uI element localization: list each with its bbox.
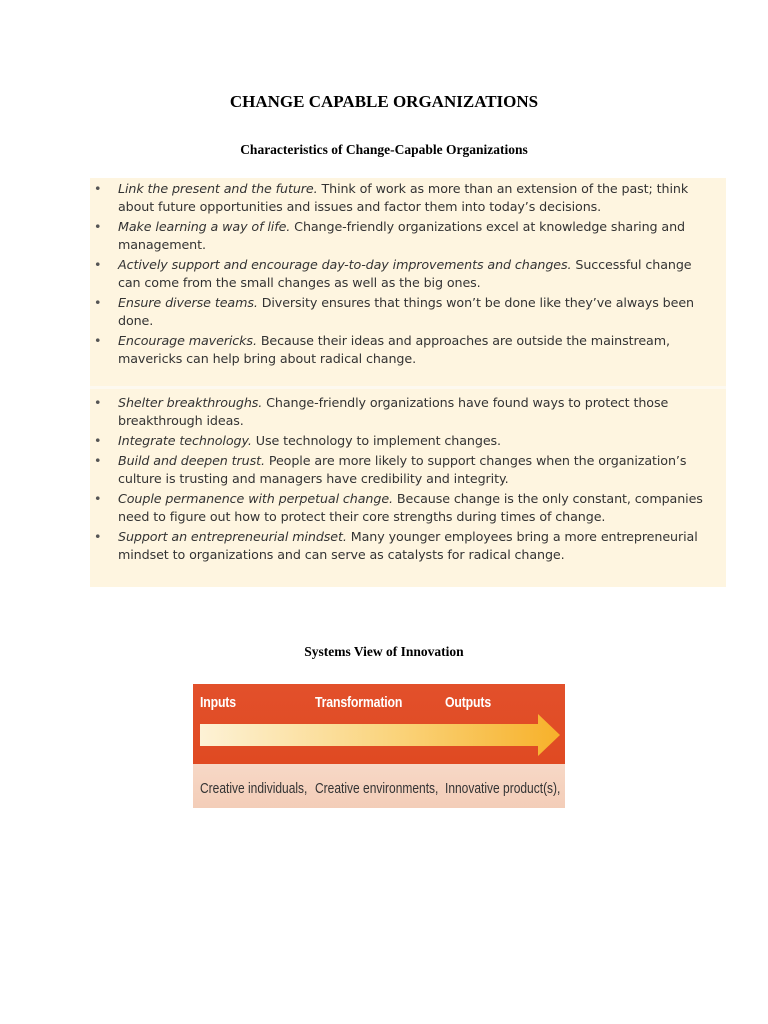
item-text: Successful change can come from the small changes as well as the big ones. (118, 257, 692, 290)
characteristics-list-1 (118, 180, 714, 368)
item-lead: Couple permanence with perpetual change. (118, 491, 393, 506)
list-item (118, 490, 714, 526)
list-item (118, 218, 714, 254)
characteristics-list-2 (118, 394, 714, 564)
item-text: Change-friendly organizations have found ways to protect those breakthrough ideas. (118, 395, 669, 428)
detail-creative-individuals: Creative individuals, (200, 780, 308, 797)
characteristics-panel-2 (90, 389, 726, 587)
systems-view-diagram (193, 684, 565, 808)
list-item (118, 180, 714, 216)
item-lead: Build and deepen trust. (118, 453, 265, 468)
item-lead: Make learning a way of life. (118, 219, 291, 234)
process-arrow-icon (200, 712, 562, 758)
item-lead: Integrate technology. (118, 433, 252, 448)
item-text: Many younger employees bring a more entrepreneurial mindset to organizations and can serve as catalysts for radical change. (118, 529, 698, 562)
stage-transformation: Transformation (315, 694, 403, 711)
list-item (118, 528, 714, 564)
item-lead: Actively support and encourage day-to-day improvements and changes. (118, 257, 572, 272)
detail-creative-environments: Creative environments, (315, 780, 439, 797)
item-lead: Link the present and the future. (118, 181, 318, 196)
list-item (118, 432, 714, 450)
list-item (118, 452, 714, 488)
item-text: Use technology to implement changes. (251, 433, 501, 448)
item-text: Because change is the only constant, companies need to figure out how to protect their core strengths during times of change. (118, 491, 703, 524)
item-lead: Support an entrepreneurial mindset. (118, 529, 347, 544)
list-item (118, 394, 714, 430)
stage-inputs: Inputs (200, 694, 236, 711)
characteristics-panel-1 (90, 178, 726, 386)
item-text: Because their ideas and approaches are outside the mainstream, mavericks can help bring about radical change. (118, 333, 670, 366)
item-text: People are more likely to support changes when the organization’s culture is trusting and managers have credibility and integrity. (118, 453, 687, 486)
list-item (118, 294, 714, 330)
detail-innovative-products: Innovative product(s), (445, 780, 561, 797)
list-item (118, 332, 714, 368)
item-lead: Shelter breakthroughs. (118, 395, 263, 410)
list-item (118, 256, 714, 292)
stage-outputs: Outputs (445, 694, 491, 711)
item-lead: Encourage mavericks. (118, 333, 257, 348)
item-text: Diversity ensures that things won’t be done like they’ve always been done. (118, 295, 694, 328)
item-text: Change-friendly organizations excel at knowledge sharing and management. (118, 219, 686, 252)
systems-view-heading: Systems View of Innovation (304, 644, 464, 659)
item-lead: Ensure diverse teams. (118, 295, 258, 310)
page-title: CHANGE CAPABLE ORGANIZATIONS (229, 92, 539, 111)
characteristics-heading: Characteristics of Change-Capable Organizations (240, 142, 528, 157)
item-text: Think of work as more than an extension of the past; think about future opportunities and issues and factor them into today’s decisions. (118, 181, 689, 214)
